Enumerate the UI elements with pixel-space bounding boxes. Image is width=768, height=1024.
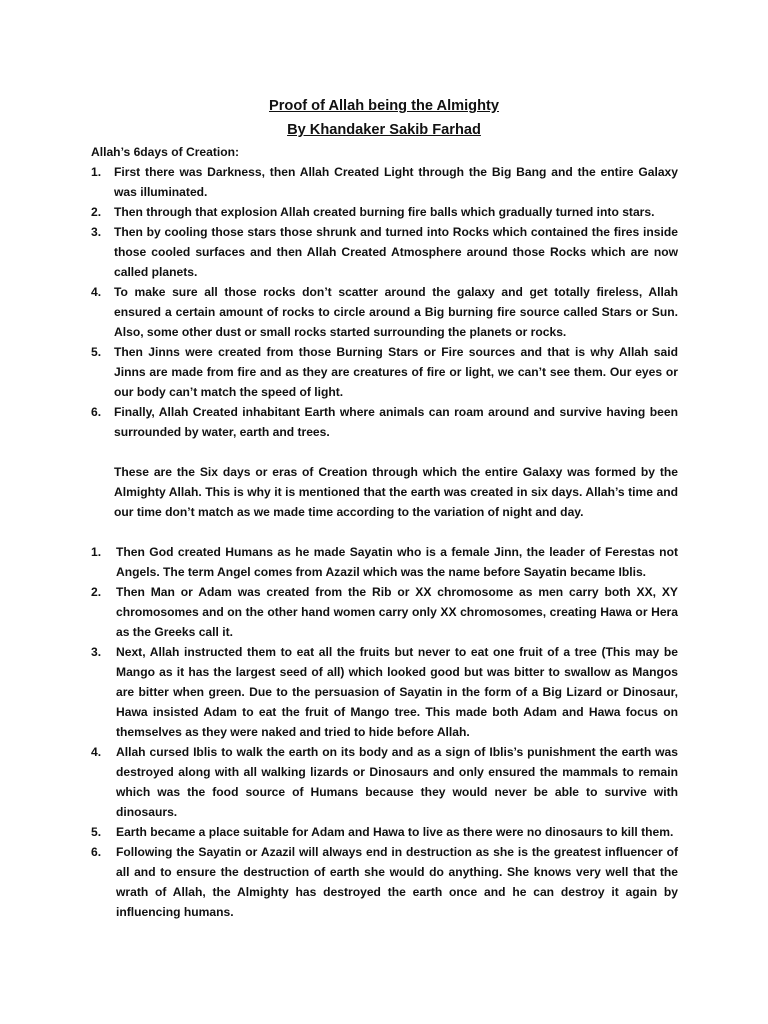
list-item-text: Next, Allah instructed them to eat all the fruits but never to eat one fruit of a tree (This may be Mango as it has the largest seed of all) which looked good but was bitter to swallow as Mangos are bitter when green. Due to the persuasion of Sayatin in the form of a Big Lizard or Dinosaur, Hawa insisted Adam to eat the fruit of Mango tree. This made both Adam and Hawa focus on themselves as they were naked and tried to hide before Allah. [116,645,678,739]
list-number: 5. [91,825,102,839]
list-item [91,202,678,222]
list-item [91,282,678,342]
document-body [91,142,678,922]
list-number: 3. [91,225,102,239]
list-number: 1. [91,165,102,179]
list-item-text: Earth became a place suitable for Adam and Hawa to live as there were no dinosaurs to kill them. [116,825,674,839]
list-item-text: First there was Darkness, then Allah Created Light through the Big Bang and the entire Galaxy was illuminated. [114,165,678,199]
list-item [91,582,678,642]
list-item-text: Finally, Allah Created inhabitant Earth where animals can roam around and survive having been surrounded by water, earth and trees. [114,405,678,439]
list-number: 3. [91,645,102,659]
human-list [91,542,678,922]
list-item [91,222,678,282]
list-number: 6. [91,405,102,419]
document-title: Proof of Allah being the Almighty [269,98,499,114]
summary-paragraph: These are the Six days or eras of Creation through which the entire Galaxy was formed by the Almighty Allah. This is why it is mentioned that the earth was created in six days. Allah’s time and our time don’t match as we made time according to the variation of night and day. [114,465,678,519]
title-block [0,94,768,142]
list-number: 1. [91,545,102,559]
paragraph-spacer [91,522,678,542]
list-item-text: Then God created Humans as he made Sayatin who is a female Jinn, the leader of Ferestas not Angels. The term Angel comes from Azazil which was the name before Sayatin became Iblis. [116,545,678,579]
list-item [91,342,678,402]
list-item-text: To make sure all those rocks don’t scatter around the galaxy and get totally fireless, Allah ensured a certain amount of rocks to circle around a Big burning fire source called Stars or Sun. Also, some other dust or small rocks started surrounding the planets or rocks. [114,285,678,339]
list-item [91,162,678,202]
list-item-text: Following the Sayatin or Azazil will always end in destruction as she is the greatest influencer of all and to ensure the destruction of earth she would do anything. She knows very well that the wrath of Allah, the Almighty has destroyed the earth once and he can destroy it again by influencing humans. [116,845,678,919]
document-byline: By Khandaker Sakib Farhad [287,122,481,138]
list-item-text: Allah cursed Iblis to walk the earth on its body and as a sign of Iblis’s punishment the earth was destroyed along with all walking lizards or Dinosaurs and only ensured the mammals to remain which was the food source of Humans because they would never be able to survive with dinosaurs. [116,745,678,819]
list-number: 4. [91,285,102,299]
intro-heading: Allah’s 6days of Creation: [91,145,240,159]
list-number: 5. [91,345,102,359]
list-number: 6. [91,845,102,859]
list-item-text: Then by cooling those stars those shrunk and turned into Rocks which contained the fires inside those cooled surfaces and then Allah Created Atmosphere around those Rocks which are now called planets. [114,225,678,279]
list-number: 2. [91,205,102,219]
list-item [91,842,678,922]
list-item [91,822,678,842]
list-item [91,402,678,442]
list-item-text: Then through that explosion Allah created burning fire balls which gradually turned into stars. [114,205,655,219]
list-number: 4. [91,745,102,759]
list-item [91,742,678,822]
list-item [91,542,678,582]
list-item-text: Then Man or Adam was created from the Rib or XX chromosome as men carry both XX, XY chromosomes and on the other hand women carry only XX chromosomes, creating Hawa or Hera as the Greeks call it. [116,585,678,639]
creation-list [91,162,678,442]
list-item-text: Then Jinns were created from those Burning Stars or Fire sources and that is why Allah said Jinns are made from fire and as they are creatures of fire or light, we can’t see them. Our eyes or our body can’t match the speed of light. [114,345,678,399]
list-item [91,642,678,742]
list-number: 2. [91,585,102,599]
